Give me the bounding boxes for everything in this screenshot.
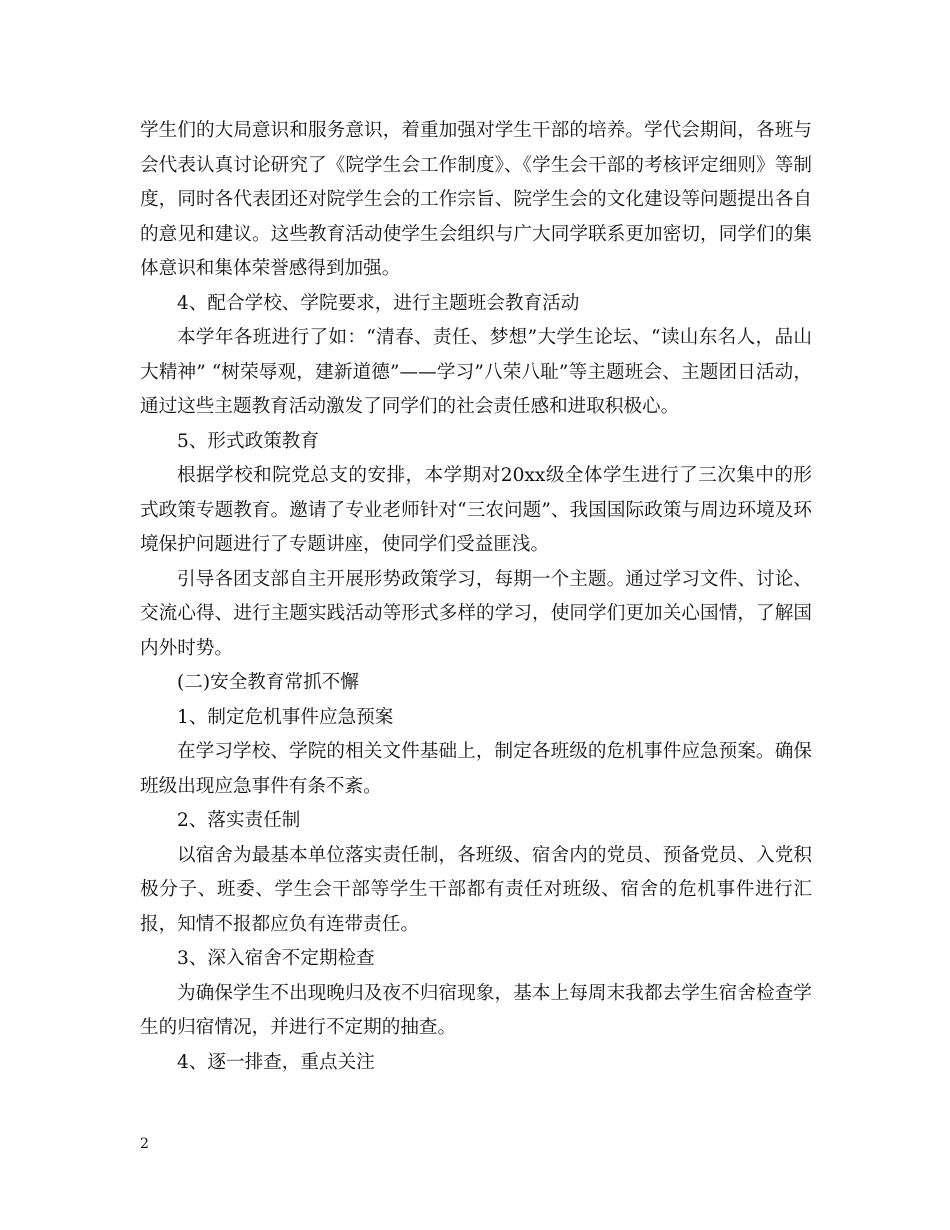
section-heading-policy-education: 5、形式政策教育 (177, 430, 319, 452)
section-heading-dorm-inspection: 3、深入宿舍不定期检查 (177, 948, 375, 969)
body-paragraph: 引导各团支部自主开展形势政策学习，每期一个主题。通过学习文件、讨论、交流心得、进行主题实践活动等形式多样的学习，使同学们更加关心国情，了解国内外时势。 (140, 568, 812, 659)
document-body (140, 114, 812, 1080)
section-heading-responsibility: 2、落实责任制 (177, 810, 301, 831)
body-paragraph: 本学年各班进行了如：“清春、责任、梦想”大学生论坛、“读山东名人，品山大精神” “树荣辱观，建新道德”——学习”八荣八耻”等主题班会、主题团日活动，通过这些主题教育活动激发了同学们的社会责任感和进取积极心。 (140, 327, 812, 417)
page-number: 2 (140, 1136, 149, 1152)
section-heading-theme-class-meetings: 4、配合学校、学院要求，进行主题班会教育活动 (177, 292, 580, 314)
body-paragraph: 以宿舍为最基本单位落实责任制，各班级、宿舍内的党员、预备党员、入党积极分子、班委、学生会干部等学生干部都有责任对班级、宿舍的危机事件进行汇报，知情不报都应负有连带责任。 (140, 844, 812, 935)
body-paragraph: 根据学校和院党总支的安排，本学期对20xx级全体学生进行了三次集中的形式政策专题教育。邀请了专业老师针对“三农问题”、我国国际政策与周边环境及环境保护问题进行了专题讲座，使同学们受益匪浅。 (140, 465, 812, 555)
body-paragraph: 为确保学生不出现晚归及夜不归宿现象，基本上每周末我都去学生宿舍检查学生的归宿情况，并进行不定期的抽查。 (140, 982, 812, 1038)
section-heading-safety-education: (二)安全教育常抓不懈 (177, 672, 359, 693)
section-heading-emergency-plan: 1、制定危机事件应急预案 (177, 706, 394, 728)
body-paragraph: 在学习学校、学院的相关文件基础上，制定各班级的危机事件应急预案。确保班级出现应急事件有条不紊。 (140, 741, 812, 797)
section-heading-investigation: 4、逐一排查，重点关注 (177, 1051, 375, 1073)
body-paragraph-continuation: 学生们的大局意识和服务意识，着重加强对学生干部的培养。学代会期间，各班与会代表认真讨论研究了《院学生会工作制度》、《学生会干部的考核评定细则》等制度，同时各代表团还对院学生会的工作宗旨、院学生会的文化建设等问题提出各自的意见和建议。这些教育活动使学生会组织与广大同学联系更加密切，同学们的集体意识和集体荣誉感得到加强。 (140, 120, 812, 279)
